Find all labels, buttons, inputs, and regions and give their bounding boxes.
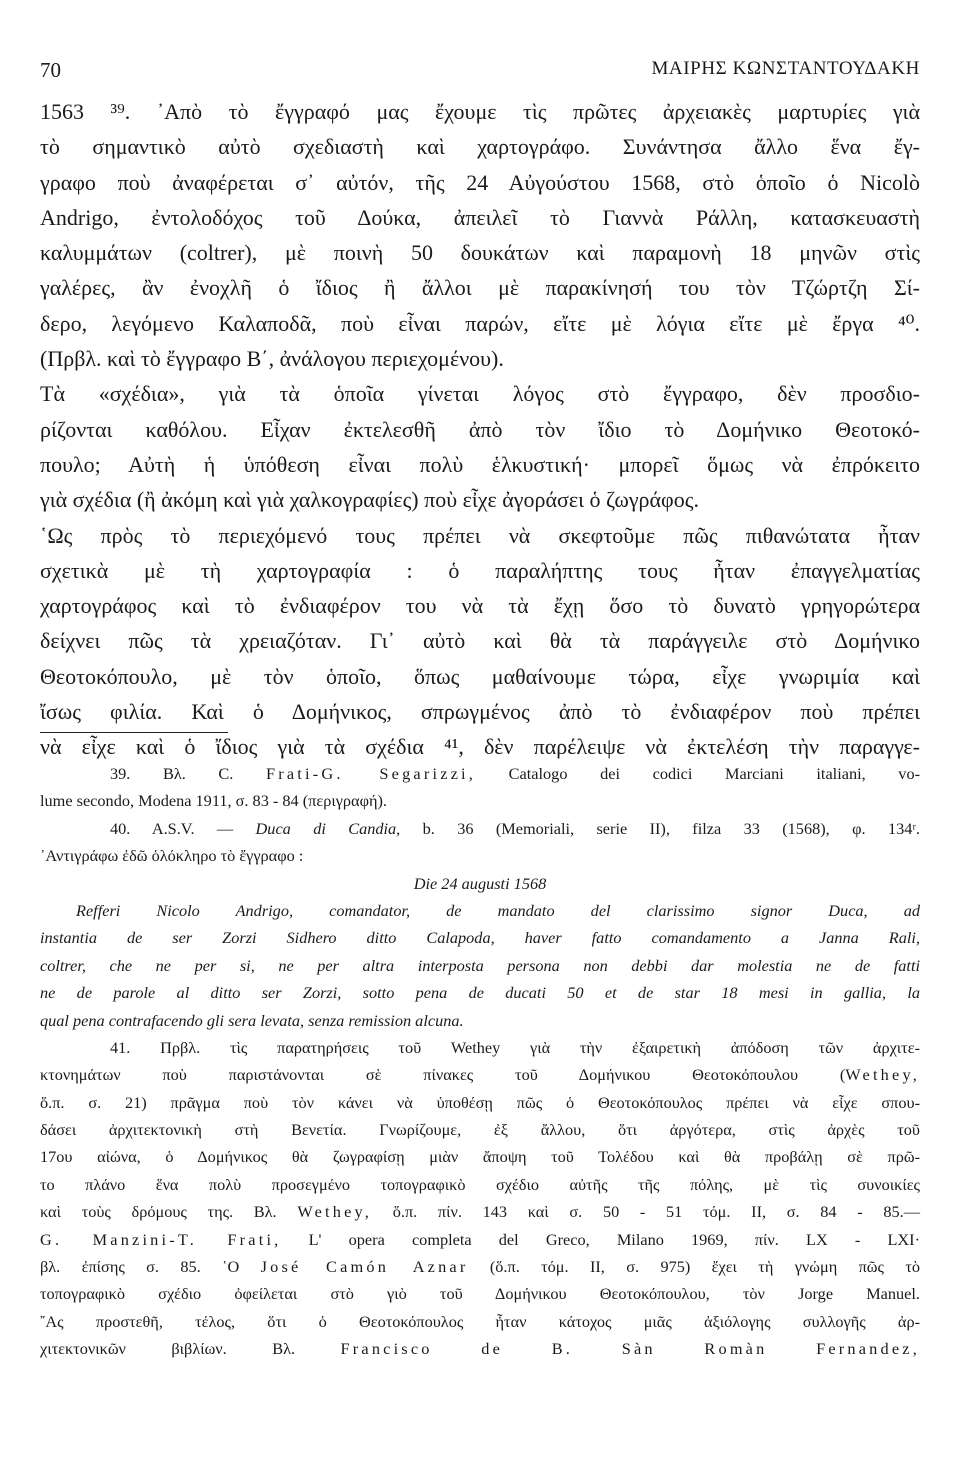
footnote-41-line: βλ. ἐπίσης σ. 85. ῾Ο José Camón Aznar (ὅ.π. τόμ. II, σ. 975) ἔχει τὴ γνώμη πῶς τὸ [40,1257,921,1277]
document-date: Die 24 augusti 1568 [413,873,547,893]
footnote-41-line: κτονημάτων ποὺ παριστάνονται σὲ πίνακες τοῦ Δομήνικου Θεοτοκόπουλου (Wethey, [40,1065,920,1085]
text-line: γαλέρες, ἂν ἐνοχλῆ ὁ ἴδιος ἢ ἄλλοι μὲ παρακίνησή του τὸν Τζώρτζη Σί- [40,275,920,301]
document-line: instantia de ser Zorzi Sidhero ditto Calapoda, haver fatto comandamento a Janna Rali, [40,928,920,948]
author-name: Wethey, [297,1202,373,1222]
text-line: χαρτογράφος καὶ τὸ ἐνδιαφέρον του νὰ τὰ ἔχῃ ὅσο τὸ δυνατὸ γρηγορώτερα [40,593,920,619]
page-header [40,58,920,88]
text-line: Θεοτοκόπουλο, μὲ τὸν ὁποῖο, ὅπως μαθαίνουμε τώρα, εἶχε γνωριμία καὶ [40,663,920,689]
author-name: José Camón Aznar [260,1257,469,1277]
text-line: Τὰ «σχέδια», γιὰ τὰ ὁποῖα γίνεται λόγος στὸ ἔγγραφο, δὲν προσδιο- [40,381,920,407]
text-line: ῾Ως πρὸς τὸ περιεχόμενό τους πρέπει νὰ σκεφτοῦμε πῶς πιθανώτατα ἦταν [40,522,920,548]
document-line: coltrer, che ne per si, ne per altra interposta persona non debbi dar molestia ne de fatti [40,955,920,975]
text-line: ρίζονται καθόλου. Εἶχαν ἐκτελεσθῆ ἀπὸ τὸν ἴδιο τὸ Δομήνικο Θεοτοκό- [40,416,920,442]
footnote-rule [40,732,228,733]
footnote-39-line: lume secondo, Modena 1911, σ. 83 - 84 (περιγραφή). [40,791,387,811]
footnote-41-line: τοπογραφικὸ σχέδιο ὀφείλεται στὸ γιὸ τοῦ Δομήνικου Θεοτοκόπουλου, τὸν Jorge Manuel. [40,1284,920,1304]
document-line: qual pena contrafacendo gli sera levata, senza remission alcuna. [40,1010,464,1030]
text-line: τὸ σημαντικὸ αὐτὸ σχεδιαστὴ καὶ χαρτογράφο. Συνάντησα ἄλλο ἕνα ἔγ- [40,134,920,160]
running-head: ΜΑΙΡΗΣ ΚΩΝΣΤΑΝΤΟΥΔΑΚΗ [651,58,920,79]
footnote-40-line: 40. A.S.V. — Duca di Candia, b. 36 (Memoriali, serie II), filza 33 (1568), φ. 134ʳ. [110,818,920,838]
footnote-41-line: 17ου αἰώνα, ὁ Δομήνικος θὰ ζωγραφίσῃ μιὰν ἄποψη τοῦ Τολέδου καὶ θὰ προβάλῃ σὲ πρῶ- [40,1147,920,1167]
author-names: G. Manzini-T. Frati, [40,1229,282,1249]
footnote-41-line: G. Manzini-T. Frati, L' opera completa del Greco, Milano 1969, πίν. LX - LXI· [40,1229,920,1249]
main-text [40,94,920,765]
text-line: γιὰ σχέδια (ἢ ἀκόμη καὶ γιὰ χαλκογραφίες) ποὺ εἶχε ἀγοράσει ὁ ζωγράφος. [40,487,699,513]
text-line: γραφο ποὺ ἀναφέρεται σ᾿ αὐτόν, τῆς 24 Αὐγούστου 1568, στὸ ὁποῖο ὁ Nicolò [40,169,920,195]
footnote-41-line: καὶ τοὺς δρόμους της. Βλ. Wethey, ὅ.π. πίν. 143 καὶ σ. 50 - 51 τόμ. II, σ. 84 - 85.— [40,1202,920,1222]
footnotes [40,760,920,1363]
footnote-39-line: 39. Βλ. C. Frati-G. Segarizzi, Catalogo dei codici Marciani italiani, vo- [110,764,921,783]
footnote-41-line: ῎Ας προστεθῆ, τέλος, ὅτι ὁ Θεοτοκόπουλος ἦταν κάτοχος μιᾶς ἀξιόλογης συλλογῆς ἀρ- [40,1311,920,1331]
author-names: Frati-G. Segarizzi, [265,764,477,783]
footnote-41-line: το πλάνο ἕνα πολὺ προσεγμένο τοπογραφικὸ σχέδιο αὐτῆς τῆς πόλης, μὲ τὶς συνοικίες [40,1174,920,1194]
footnote-41-line: δάσει ἀρχιτεκτονικὴ στὴ Βενετία. Γνωρίζουμε, ἐξ ἄλλου, ὅτι ἀργότερα, στὶς ἀρχὲς τοῦ [40,1120,920,1140]
document-line: ne de parole al ditto ser Zorzi, sotto pena de ducati 50 et de star 18 mesi in gallia, la [40,983,920,1003]
footnote-41-line: ὅ.π. σ. 21) πρᾶγμα ποὺ τὸν κάνει νὰ ὑποθέσῃ πῶς ὁ Θεοτοκόπουλος πρέπει νὰ εἶχε σπου- [40,1092,920,1112]
text-line: καλυμμάτων (coltrer), μὲ ποινὴ 50 δουκάτων καὶ παραμονὴ 18 μηνῶν στὶς [40,240,920,266]
page-number: 70 [40,58,61,82]
text-line: Andrigo, ἐντολοδόχος τοῦ Δούκα, ἀπειλεῖ τὸ Γιαννὰ Ράλλη, κατασκευαστὴ [40,204,920,230]
footnote-40-line: ᾿Αντιγράφω ἐδῶ ὁλόκληρο τὸ ἔγγραφο : [40,846,304,866]
footnote-41-line: 41. Πρβλ. τὶς παρατηρήσεις τοῦ Wethey γιὰ τὴν ἐξαιρετικὴ ἀπόδοση τῶν ἀρχιτε- [110,1037,920,1057]
text-line: ἴσως φιλία. Καὶ ὁ Δομήνικος, σπρωγμένος ἀπὸ τὸ ἐνδιαφέρον ποὺ πρέπει [40,699,920,725]
footnote-41-line: χιτεκτονικῶν βιβλίων. Βλ. Francisco de B. Sàn Romàn Fernandez, [40,1339,920,1359]
text-line: δερο, λεγόμενο Καλαποδᾶ, ποὺ εἶναι παρών, εἴτε μὲ λόγια εἴτε μὲ ἔργα ⁴⁰. [40,310,920,336]
document-line: Refferi Nicolo Andrigo, comandator, de mandato del clarissimo signor Duca, ad [76,900,920,920]
text-line: σχετικὰ μὲ τὴ χαρτογραφία : ὁ παραλήπτης τους ἦταν ἐπαγγελματίας [40,557,920,583]
author-name: Francisco de B. Sàn Romàn Fernandez, [340,1339,920,1359]
text-line: 1563 ³⁹. ᾿Απὸ τὸ ἔγγραφό μας ἔχουμε τὶς πρῶτες ἀρχειακὲς μαρτυρίες γιὰ [40,99,920,124]
author-name: Wethey, [845,1065,920,1085]
text-line: δείχνει πῶς τὰ χρειαζόταν. Γι᾿ αὐτὸ καὶ θὰ τὰ παράγγειλε στὸ Δομήνικο [40,628,920,654]
text-line: νὰ εἶχε καὶ ὁ ἴδιος γιὰ τὰ σχέδια ⁴¹, δὲν παρέλειψε νὰ ἐκτελέση τὴν παραγγε- [40,734,920,760]
text-line: (Πρβλ. καὶ τὸ ἔγγραφο Β΄, ἀνάλογου περιεχομένου). [40,346,504,372]
text-line: πουλο; Αὐτὴ ἡ ὑπόθεση εἶναι πολὺ ἑλκυστική· μπορεῖ ὅμως νὰ ἐπρόκειτο [40,451,920,477]
